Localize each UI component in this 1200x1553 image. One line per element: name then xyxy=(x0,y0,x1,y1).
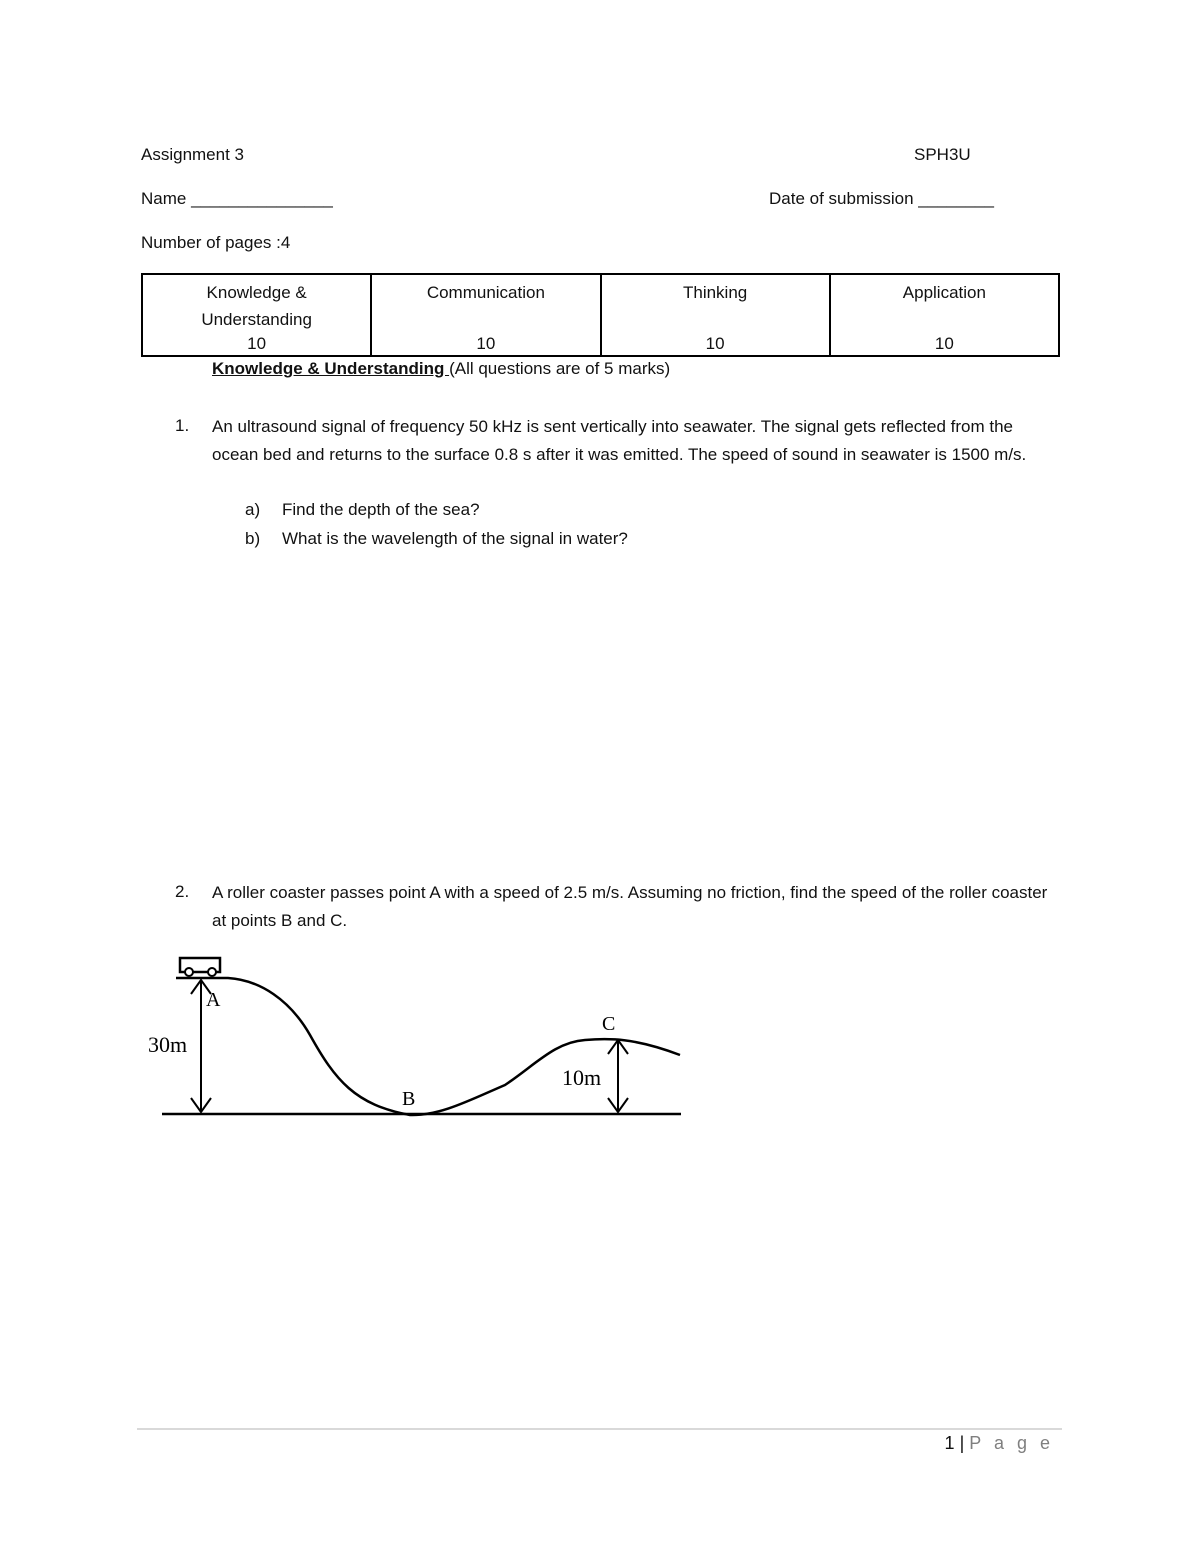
marks-column-score: 10 xyxy=(476,334,496,353)
marks-column-label: Thinking xyxy=(682,283,748,302)
point-c-label: C xyxy=(602,1013,616,1035)
marks-column-score: 10 xyxy=(934,334,954,353)
question-number: 2. xyxy=(175,882,190,901)
question-text: A roller coaster passes point A with a speed of 2.5 m/s. Assuming no friction, find the speed of the roller coaster at points B and C. xyxy=(212,883,1048,930)
course-code: SPH3U xyxy=(914,145,971,164)
height-arrow-c xyxy=(608,1040,628,1112)
assignment-title: Assignment 3 xyxy=(141,145,244,164)
marks-column-score: 10 xyxy=(247,334,267,353)
section-heading xyxy=(212,359,670,379)
question-number: 1. xyxy=(175,416,190,435)
section-note: (All questions are of 5 marks) xyxy=(449,359,671,378)
coaster-track xyxy=(176,978,680,1115)
marks-column-label: Communication xyxy=(426,283,545,302)
question-text: An ultrasound signal of frequency 50 kHz is sent vertically into seawater. The signal gets reflected from the ocean bed and returns to the surface 0.8 s after it was emitted. The speed of sound in seawater is 1500 m/s. xyxy=(212,417,1027,464)
subquestion-label: a) xyxy=(245,500,261,519)
point-a-label: A xyxy=(206,989,221,1011)
marks-column-communication xyxy=(371,274,600,356)
marks-table xyxy=(141,273,1060,357)
page-word: P a g e xyxy=(969,1433,1054,1453)
section-title: Knowledge & Understanding xyxy=(212,359,450,378)
name-field[interactable]: Name _______________ xyxy=(141,189,333,208)
submission-date-field[interactable]: Date of submission ________ xyxy=(769,189,994,208)
point-b-label: B xyxy=(402,1088,416,1110)
marks-column-label: Knowledge & Understanding xyxy=(201,283,312,329)
footer-divider xyxy=(137,1428,1062,1430)
height-c-label: 10m xyxy=(562,1065,602,1090)
height-a-label: 30m xyxy=(148,1032,188,1057)
page-count: Number of pages :4 xyxy=(141,233,291,252)
page-footer xyxy=(945,1433,1054,1454)
subquestion-label: b) xyxy=(245,529,261,548)
marks-column-application xyxy=(830,274,1059,356)
marks-column-score: 10 xyxy=(705,334,725,353)
subquestion-text: What is the wavelength of the signal in water? xyxy=(282,529,628,548)
marks-column-thinking xyxy=(601,274,830,356)
subquestion-text: Find the depth of the sea? xyxy=(282,500,480,519)
page-separator: | xyxy=(959,1433,965,1453)
coaster-cart-icon xyxy=(180,958,220,976)
marks-column-label: Application xyxy=(902,283,986,302)
roller-coaster-diagram xyxy=(140,950,700,1130)
page-number: 1 xyxy=(944,1433,955,1453)
marks-column-knowledge xyxy=(142,274,371,356)
